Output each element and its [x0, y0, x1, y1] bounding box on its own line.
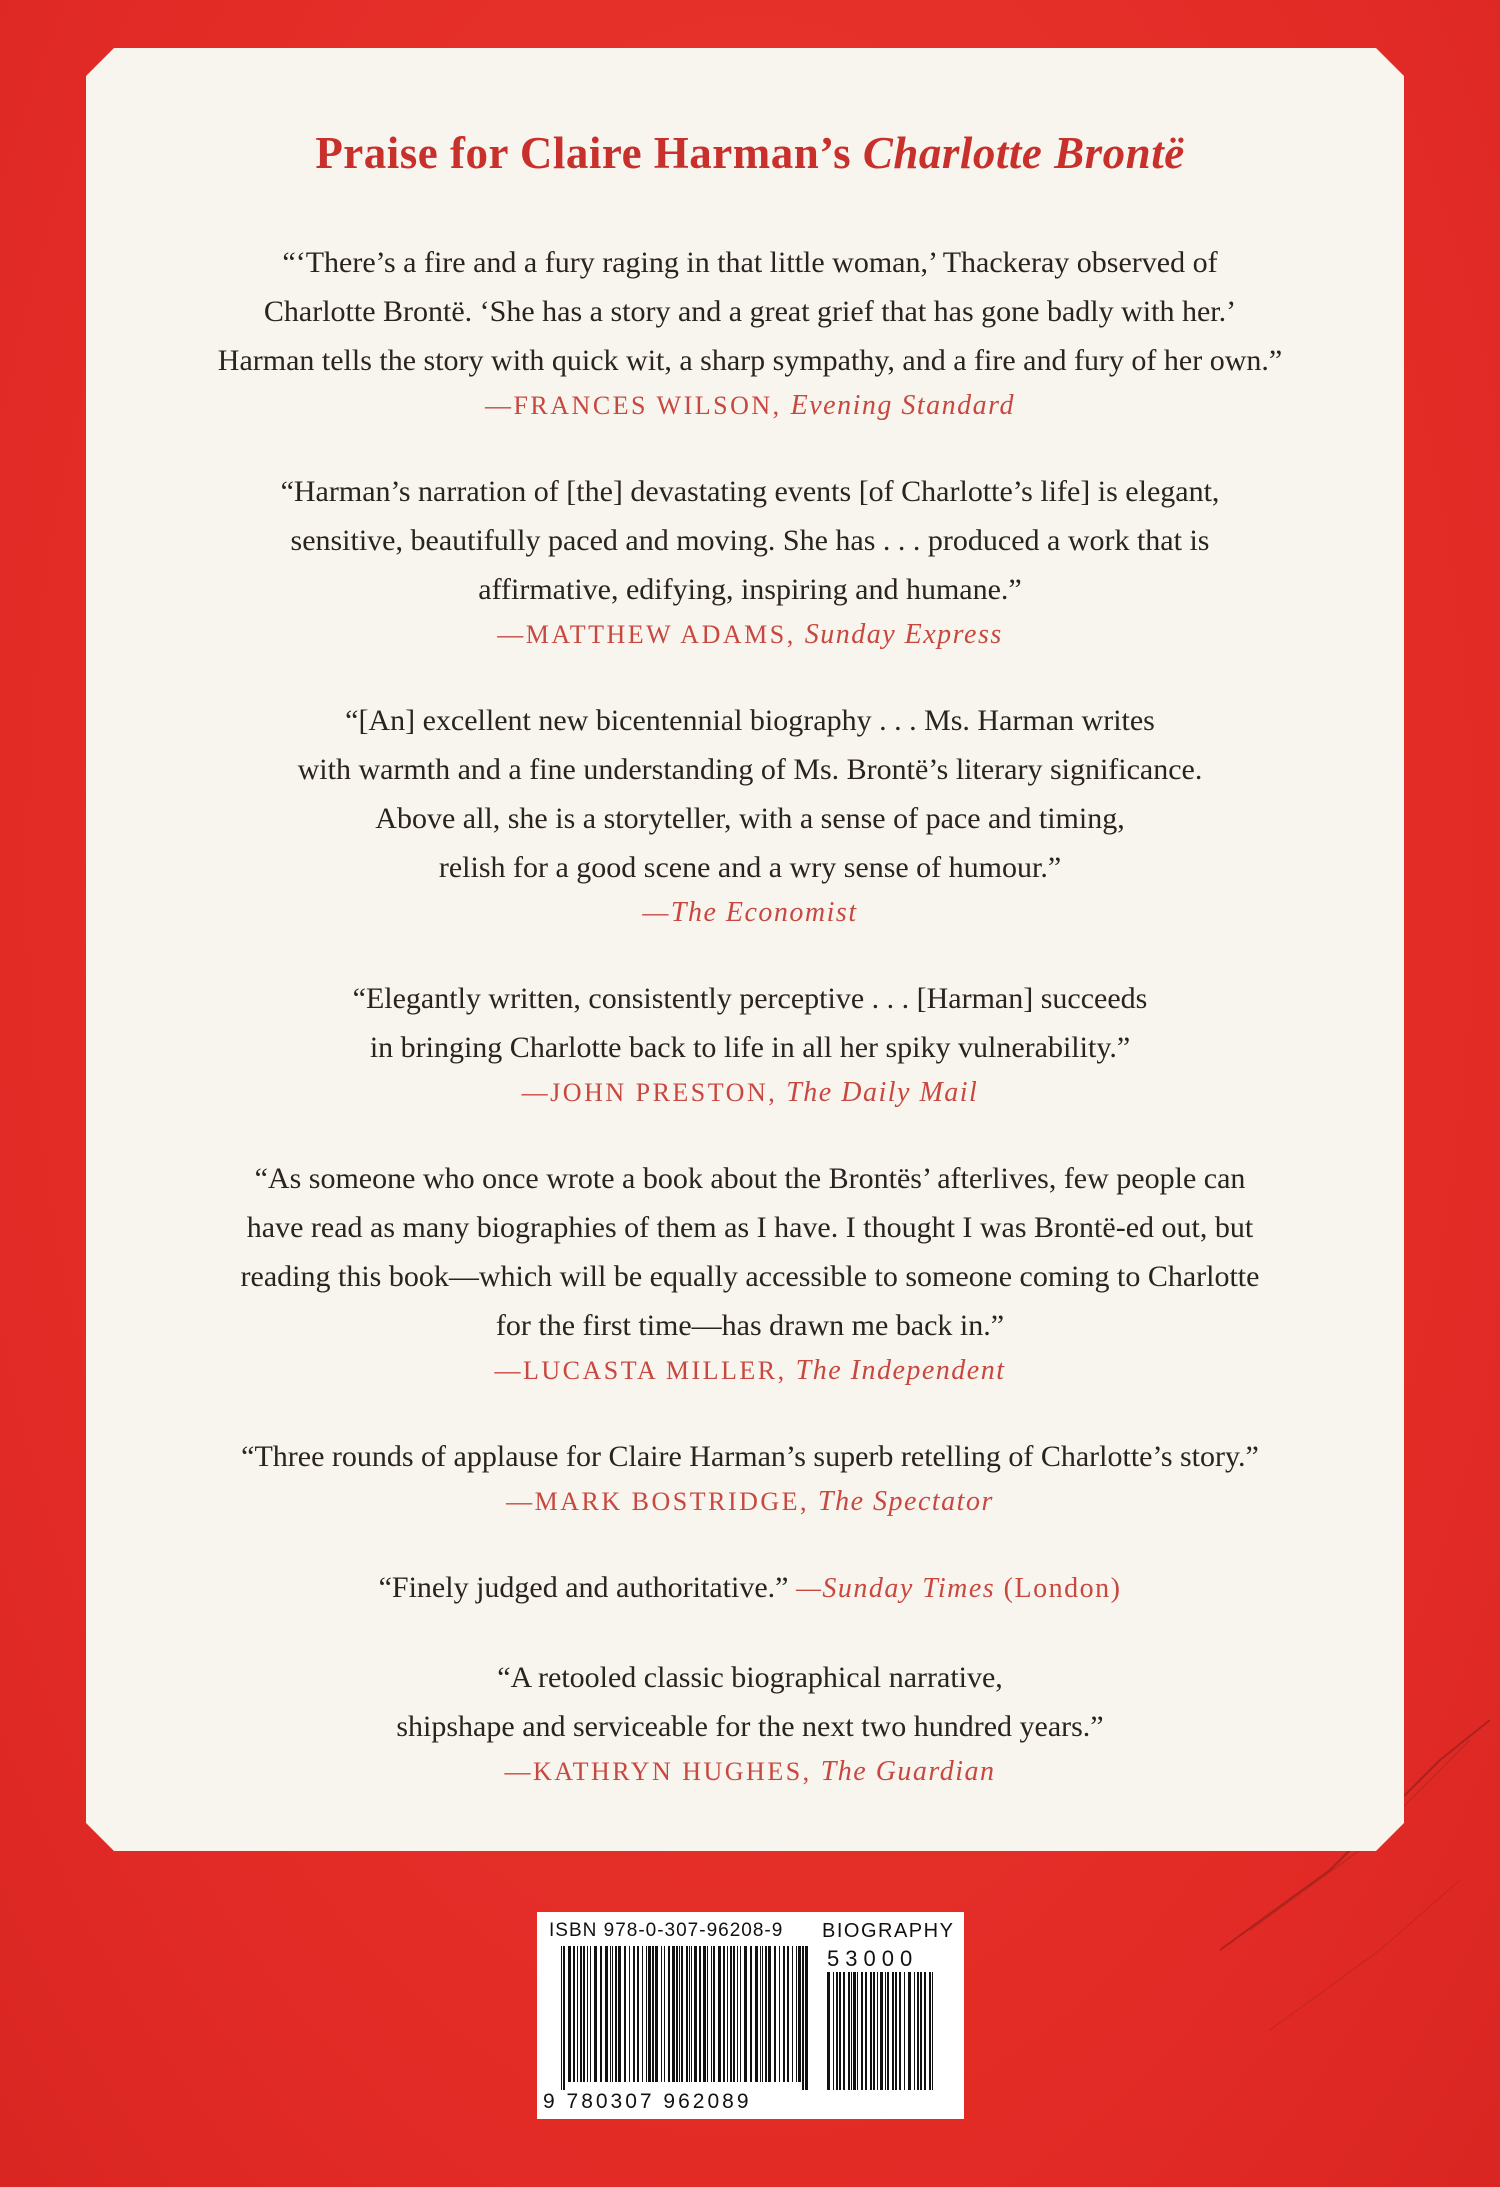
barcode-bar [618, 1946, 621, 2082]
quote-text [100, 467, 1400, 614]
barcode-bar [744, 1946, 747, 2082]
barcode-bar [880, 1972, 883, 2090]
barcode-bar [740, 1946, 741, 2082]
praise-section [100, 128, 1400, 1833]
barcode-bar [629, 1946, 630, 2082]
barcode-bar [833, 1972, 834, 2090]
quote-block-8 [100, 1653, 1400, 1793]
barcode-bar [733, 1946, 735, 2082]
quote-attribution [100, 385, 1400, 427]
barcode-bar [768, 1946, 771, 2082]
barcode-bar [637, 1946, 639, 2082]
barcode-bar [932, 1972, 933, 2090]
attribution-suffix: (London) [995, 1572, 1122, 1604]
barcode-bar [633, 1946, 635, 2082]
attribution-author: —JOHN PRESTON, [521, 1077, 787, 1107]
barcode-bar [679, 1946, 680, 2082]
quote-line: “[An] excellent new bicentennial biography . . . Ms. Harman writes [345, 703, 1155, 737]
isbn-barcode [561, 1946, 811, 2090]
quote-text [100, 696, 1400, 892]
barcode-bar [853, 1972, 856, 2090]
barcode-bar [676, 1946, 678, 2082]
barcode-bar [755, 1946, 758, 2082]
quote-line: sensitive, beautifully paced and moving. She has . . . produced a work that is [290, 523, 1210, 557]
barcode-bar [718, 1946, 721, 2082]
attribution-author: —FRANCES WILSON, [484, 390, 791, 420]
attribution-source: The Economist [670, 896, 858, 928]
barcode-bar [839, 1972, 841, 2090]
attribution-source: The Guardian [820, 1755, 996, 1787]
barcode-bar [792, 1946, 793, 2082]
barcode-bar [827, 1972, 830, 2090]
quote-line: “Three rounds of applause for Claire Harman’s superb retelling of Charlotte’s story.” [241, 1439, 1259, 1473]
quote-line: Harman tells the story with quick wit, a sharp sympathy, and a fire and fury of her own.” [217, 343, 1283, 377]
isbn-label: ISBN 978-0-307-96208-9 [549, 1920, 784, 1941]
barcode-bar [892, 1972, 894, 2090]
attribution-author: —KATHRYN HUGHES, [504, 1756, 821, 1786]
barcode-bar [737, 1946, 738, 2082]
book-title: Charlotte Brontë [862, 128, 1185, 178]
attribution-author: — [642, 897, 671, 927]
barcode-bar [929, 1972, 931, 2090]
barcode-bar [600, 1946, 602, 2082]
quote-line: Charlotte Brontë. ‘She has a story and a great grief that has gone badly with her.’ [263, 294, 1237, 328]
inline-attribution [796, 1573, 1121, 1604]
attribution-source: The Daily Mail [786, 1076, 979, 1108]
barcode-bar [580, 1946, 582, 2082]
quote-text [100, 1653, 1400, 1751]
quote-attribution [100, 1072, 1400, 1114]
barcode-bar [924, 1972, 926, 2090]
barcode-bar [873, 1972, 875, 2090]
quote-text [100, 1563, 1400, 1613]
barcode-bar [765, 1946, 767, 2082]
barcode-panel [537, 1912, 964, 2119]
barcode-bar [895, 1972, 897, 2090]
barcode-bar [703, 1946, 706, 2082]
quote-line: “As someone who once wrote a book about the Brontës’ afterlives, few people can [254, 1161, 1246, 1195]
quote-line: for the first time—has drawn me back in.” [495, 1308, 1005, 1342]
quote-block-2 [100, 467, 1400, 656]
quote-block-1 [100, 238, 1400, 427]
barcode-bar [672, 1946, 675, 2082]
barcode-bar [798, 1946, 801, 2082]
quote-block-4 [100, 974, 1400, 1114]
barcode-bar [668, 1946, 670, 2082]
attribution-author: —LUCASTA MILLER, [494, 1355, 796, 1385]
barcode-bar [568, 1946, 571, 2082]
barcode-bar [920, 1972, 922, 2090]
attribution-source: The Independent [795, 1354, 1006, 1386]
inline-quote-text: “Finely judged and authoritative.” [378, 1570, 796, 1604]
barcode-bar [713, 1946, 715, 2082]
quote-line: shipshape and serviceable for the next two hundred years.” [396, 1709, 1104, 1743]
barcode-bar [664, 1946, 665, 2082]
barcode-bar [851, 1972, 852, 2090]
attribution-source: —Sunday Times [795, 1572, 996, 1604]
quote-line: Above all, she is a storyteller, with a sense of pace and timing, [375, 801, 1125, 835]
barcode-bar [612, 1946, 613, 2082]
barcode-bar [605, 1946, 608, 2082]
barcode-bar [870, 1972, 872, 2090]
price-code: 53000 [827, 1946, 919, 1971]
quote-text [100, 1432, 1400, 1481]
barcode-bar [681, 1946, 683, 2082]
barcode-bar [904, 1972, 905, 2090]
quote-line: relish for a good scene and a wry sense of humour.” [438, 850, 1062, 884]
genre-label: BIOGRAPHY [822, 1920, 955, 1942]
attribution-author: —MARK BOSTRIDGE, [506, 1486, 819, 1516]
barcode-bar [642, 1946, 643, 2082]
barcode-bar [899, 1972, 901, 2090]
barcode-bar [587, 1946, 588, 2082]
quote-block-3 [100, 696, 1400, 934]
barcode-bar [877, 1972, 878, 2090]
barcode-bar [723, 1946, 725, 2082]
barcode-bar [865, 1972, 867, 2090]
barcode-digits: 9 780307 962089 [543, 2090, 752, 2113]
barcode-bar [805, 1946, 808, 2090]
barcode-bar [848, 1972, 850, 2090]
barcode-bar [857, 1972, 858, 2090]
quote-block-7 [100, 1563, 1400, 1613]
barcode-bar [624, 1946, 626, 2082]
barcode-bar [908, 1972, 911, 2090]
barcode-bar [762, 1946, 763, 2082]
quote-text [100, 974, 1400, 1072]
barcode-bar [652, 1946, 654, 2082]
quote-text [100, 238, 1400, 385]
barcode-bar [615, 1946, 617, 2082]
barcode-bar [594, 1946, 597, 2082]
quote-attribution [100, 614, 1400, 656]
barcode-bar [583, 1946, 585, 2082]
quote-block-6 [100, 1432, 1400, 1523]
barcode-bar [796, 1946, 797, 2082]
quote-line: “Elegantly written, consistently perceptive . . . [Harman] succeeds [352, 981, 1148, 1015]
quote-line: affirmative, edifying, inspiring and humane.” [478, 572, 1022, 606]
attribution-source: Sunday Express [804, 618, 1003, 650]
quote-attribution [100, 892, 1400, 934]
barcode-bar [917, 1972, 919, 2090]
price-barcode [827, 1972, 947, 2090]
quote-line: have read as many biographies of them as I have. I thought I was Brontë-ed out, but [246, 1210, 1254, 1244]
title-prefix: Praise for Claire Harman’s [315, 128, 863, 178]
quote-attribution [100, 1481, 1400, 1523]
barcode-bar [843, 1972, 845, 2090]
barcode-bar [711, 1946, 712, 2082]
barcode-bar [646, 1946, 647, 2082]
barcode-bar [914, 1972, 915, 2090]
quote-line: “‘There’s a fire and a fury raging in that little woman,’ Thackeray observed of [282, 245, 1218, 279]
barcode-bar [787, 1946, 789, 2082]
page-title [100, 128, 1400, 180]
barcode-bar [686, 1946, 688, 2082]
barcode-bar [655, 1946, 658, 2082]
barcode-bar [783, 1946, 785, 2082]
barcode-bar [887, 1972, 889, 2090]
barcode-bar [750, 1946, 752, 2082]
barcode-bar [689, 1946, 690, 2082]
barcode-bar [563, 1946, 565, 2090]
quote-attribution [100, 1751, 1400, 1793]
attribution-source: Evening Standard [790, 389, 1016, 421]
quote-line [100, 1563, 1400, 1613]
quote-line: “Harman’s narration of [the] devastating events [of Charlotte’s life] is elegant, [280, 474, 1220, 508]
barcode-bar [885, 1972, 886, 2090]
quote-line: in bringing Charlotte back to life in all her spiky vulnerability.” [369, 1030, 1131, 1064]
barcode-bar [648, 1946, 651, 2082]
quote-line: “A retooled classic biographical narrative, [497, 1660, 1003, 1694]
quote-block-5 [100, 1154, 1400, 1392]
barcode-bar [610, 1946, 611, 2082]
barcode-bar [727, 1946, 728, 2082]
barcode-bar [861, 1972, 863, 2090]
barcode-bar [802, 1946, 804, 2090]
barcode-bar [760, 1946, 761, 2082]
barcode-bar [577, 1946, 578, 2082]
barcode-bar [691, 1946, 692, 2082]
barcode-bar [707, 1946, 708, 2082]
barcode-bar [590, 1946, 591, 2082]
quote-attribution [100, 1350, 1400, 1392]
quote-line: with warmth and a fine understanding of Ms. Brontë’s literary significance. [297, 752, 1203, 786]
barcode-bar [561, 1946, 562, 2090]
barcode-bar [836, 1972, 838, 2090]
barcode-bar [779, 1946, 780, 2082]
attribution-source: The Spectator [818, 1485, 994, 1517]
barcode-bar [573, 1946, 575, 2082]
barcode-bar [694, 1946, 697, 2082]
barcode-bar [730, 1946, 732, 2082]
barcode-bar [774, 1946, 776, 2082]
barcode-bar [661, 1946, 662, 2082]
quote-text [100, 1154, 1400, 1350]
attribution-author: —MATTHEW ADAMS, [497, 619, 805, 649]
barcode-bar [699, 1946, 701, 2082]
quote-line: reading this book—which will be equally accessible to someone coming to Charlotte [240, 1259, 1260, 1293]
